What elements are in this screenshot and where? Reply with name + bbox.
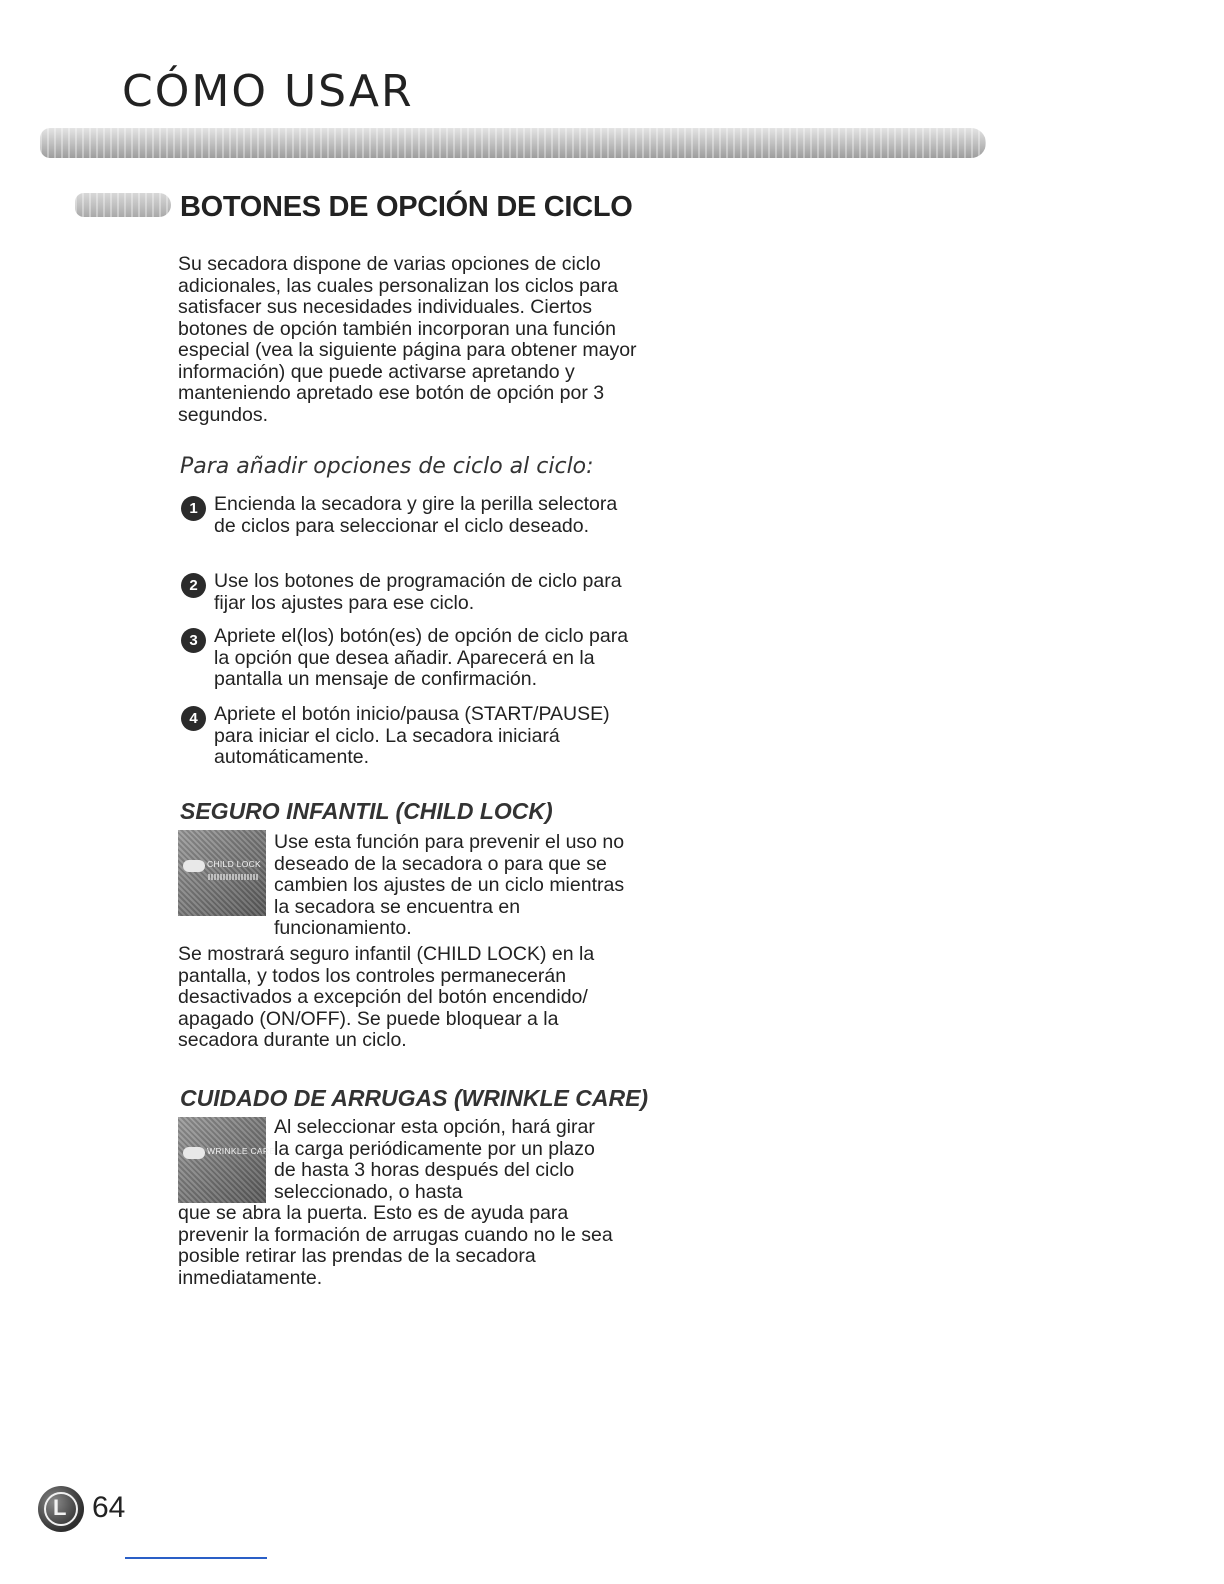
step-text: Encienda la secadora y gire la perilla selectora de ciclos para seleccionar el ciclo deseado. bbox=[214, 493, 618, 537]
step-item bbox=[181, 626, 631, 691]
step-item bbox=[181, 704, 631, 769]
button-pill-icon bbox=[183, 860, 205, 872]
wrinkle-care-button-label: WRINKLE CARE bbox=[207, 1146, 276, 1156]
intro-paragraph: Su secadora dispone de varias opciones de ciclo adicionales, las cuales personalizan los ciclos para satisfacer sus necesidades individuales. Ciertos botones de opción también incorporan una función especial (vea la siguiente página para obtener mayor información) que puede activarse apretando y manteniendo apretado ese botón de opción por 3 segundos. bbox=[178, 253, 637, 426]
logo-letter: L bbox=[53, 1495, 67, 1520]
step-text: Apriete el botón inicio/pausa (START/PAUSE) para iniciar el ciclo. La secadora iniciará automáticamente. bbox=[214, 703, 610, 768]
step-number-icon: 3 bbox=[181, 628, 206, 653]
step-text: Apriete el(los) botón(es) de opción de ciclo para la opción que desea añadir. Aparecerá en la pantalla un mensaje de confirmación. bbox=[214, 625, 629, 690]
add-options-heading: Para añadir opciones de ciclo al ciclo: bbox=[180, 454, 594, 479]
step-item bbox=[181, 571, 631, 614]
page-title: CÓMO USAR bbox=[122, 66, 414, 117]
step-item bbox=[181, 494, 631, 537]
child-lock-text-continued: Se mostrará seguro infantil (CHILD LOCK) en la pantalla, y todos los controles permanecerán desactivados a excepción del botón encendido/ apagado (ON/OFF). Se puede bloquear a la secadora durante un ciclo. bbox=[178, 943, 595, 1051]
section-title: BOTONES DE OPCIÓN DE CICLO bbox=[180, 191, 633, 223]
step-number-icon: 1 bbox=[181, 496, 206, 521]
page-number: 64 bbox=[92, 1491, 126, 1524]
child-lock-heading: SEGURO INFANTIL (CHILD LOCK) bbox=[180, 798, 553, 824]
button-pill-icon bbox=[183, 1147, 205, 1159]
step-number-icon: 4 bbox=[181, 706, 206, 731]
section-marker-pill bbox=[75, 193, 171, 217]
step-number-icon: 2 bbox=[181, 573, 206, 598]
wrinkle-care-text: Al seleccionar esta opción, hará girar la carga periódicamente por un plazo de hasta 3 horas después del ciclo seleccionado, o hasta bbox=[274, 1116, 595, 1203]
wrinkle-care-heading: CUIDADO DE ARRUGAS (WRINKLE CARE) bbox=[180, 1085, 649, 1111]
child-lock-button-label: CHILD LOCK bbox=[207, 859, 262, 869]
hold-text-graphic bbox=[208, 874, 258, 880]
child-lock-text: Use esta función para prevenir el uso no deseado de la secadora o para que se cambien los ajustes de un ciclo mientras la secadora se encuentra en funcionamiento. bbox=[274, 831, 625, 939]
child-lock-button-image bbox=[178, 830, 266, 916]
lg-logo-icon bbox=[38, 1486, 84, 1532]
step-text: Use los botones de programación de ciclo para fijar los ajustes para ese ciclo. bbox=[214, 570, 622, 614]
wrinkle-care-text-continued: que se abra la puerta. Esto es de ayuda para prevenir la formación de arrugas cuando no le sea posible retirar las prendas de la secadora inmediatamente. bbox=[178, 1202, 613, 1289]
title-decorative-bar bbox=[40, 128, 986, 158]
wrinkle-care-button-image bbox=[178, 1117, 276, 1203]
footer-rule bbox=[125, 1557, 267, 1559]
